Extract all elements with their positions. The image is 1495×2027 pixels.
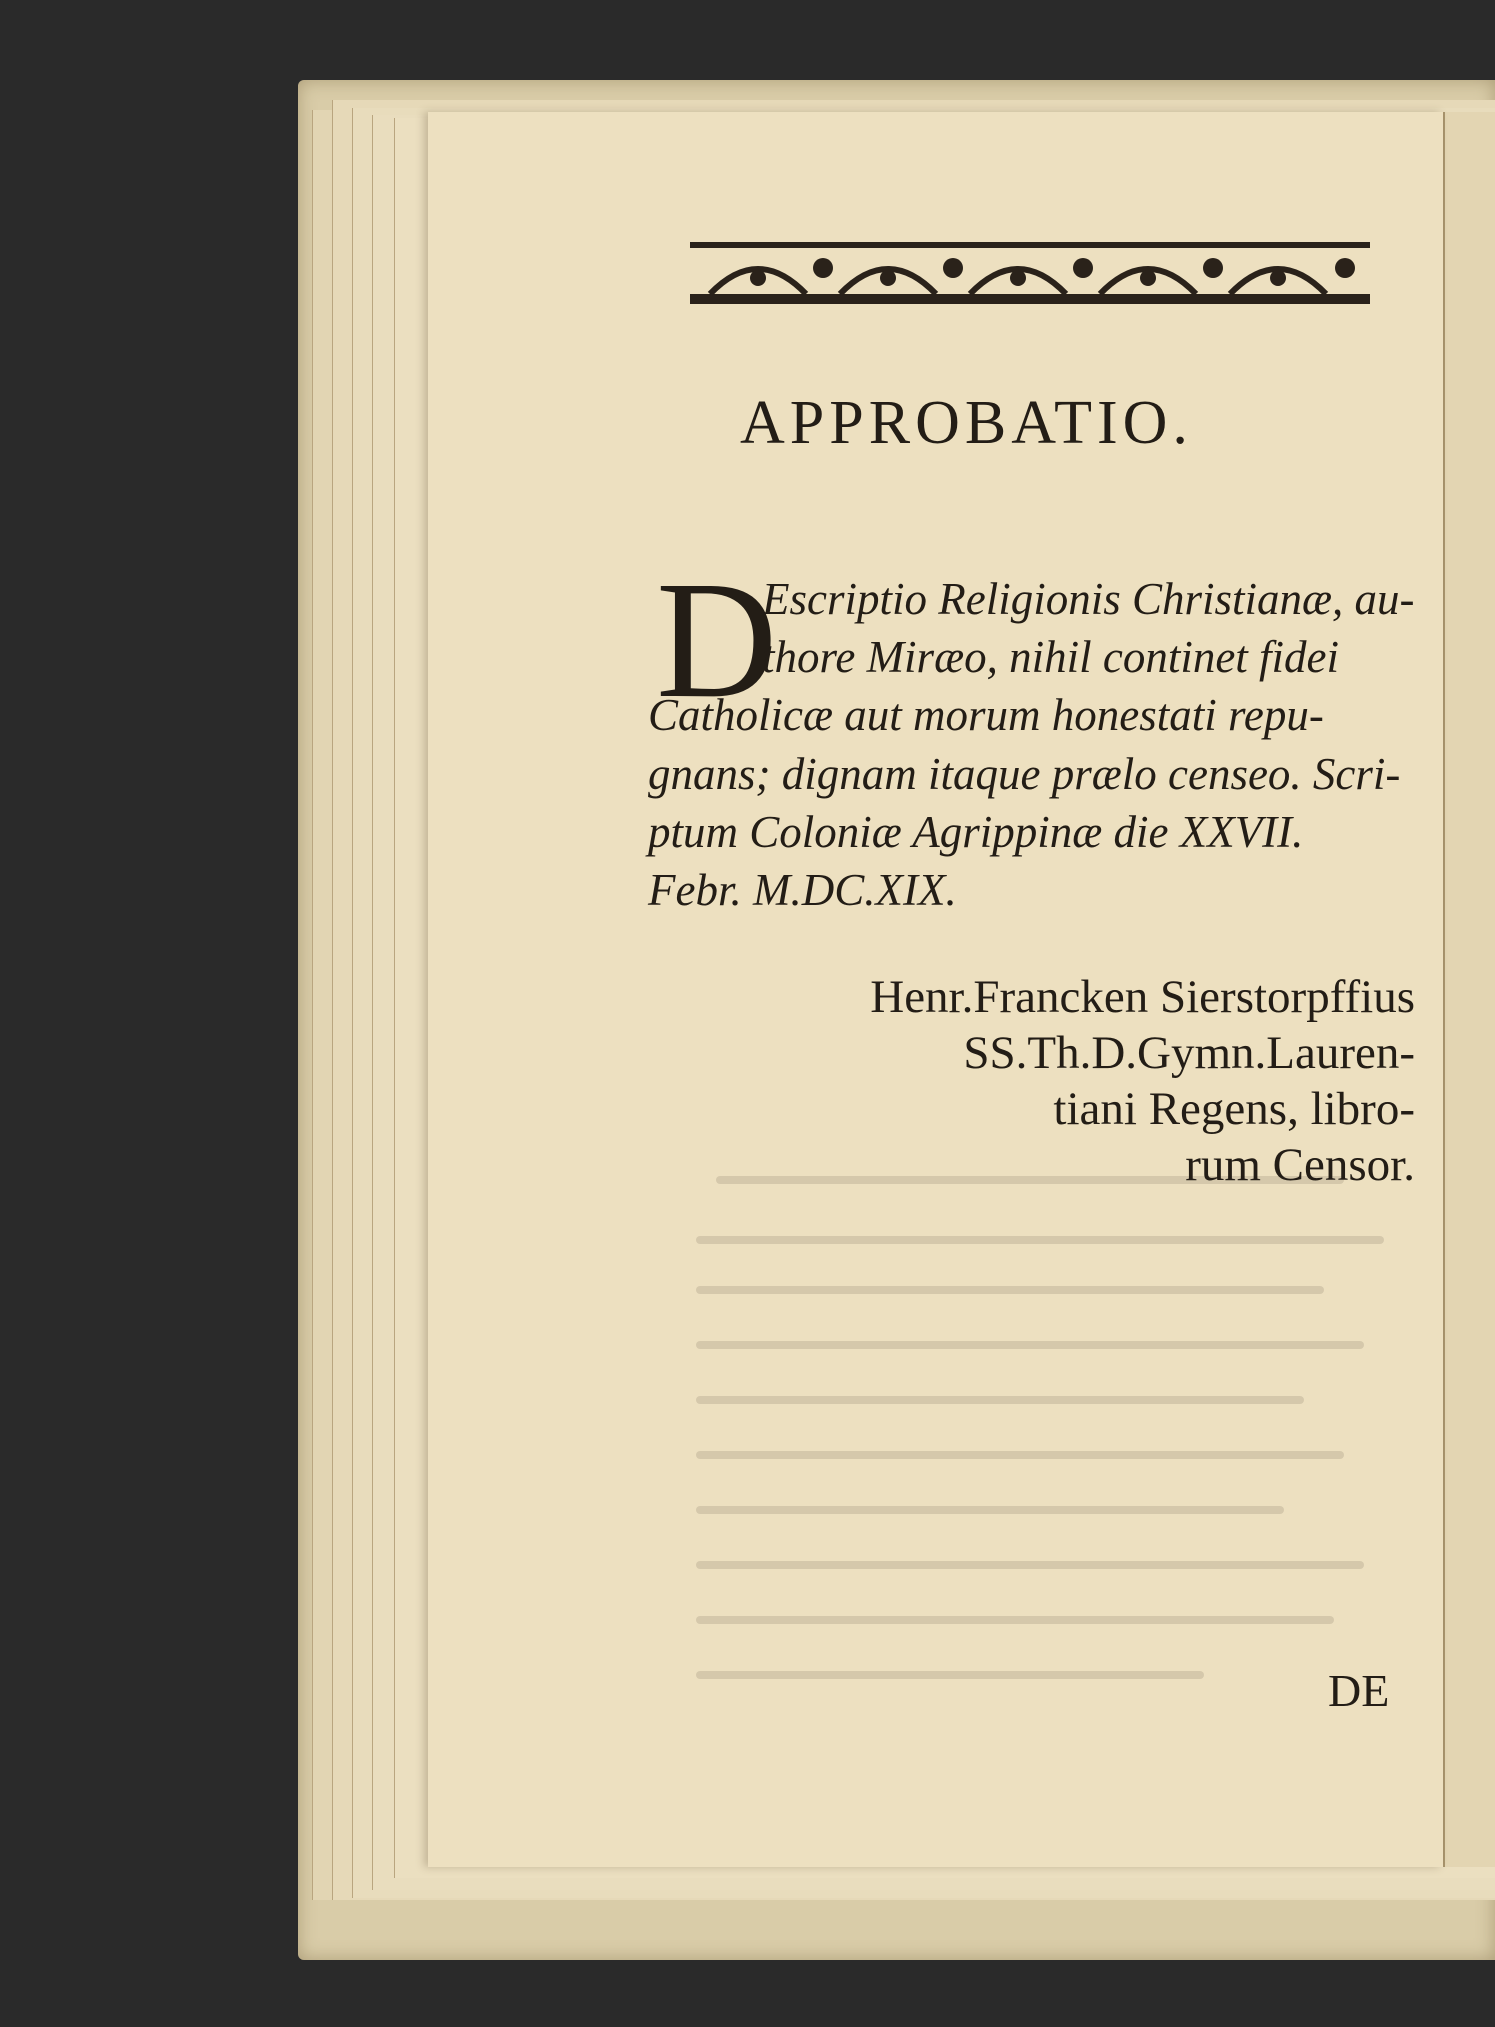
text-line: Escriptio Religionis Christianæ, au-	[762, 574, 1415, 624]
signature-line: Henr.Francken Sierstorpffius	[870, 971, 1415, 1023]
text-line: ptum Coloniæ Agrippinæ die XXVII.	[648, 807, 1304, 857]
text-line: Catholicæ aut morum honestati repu-	[648, 690, 1324, 740]
signature-line: rum Censor.	[1185, 1139, 1415, 1191]
show-through-text	[640, 1150, 1400, 1710]
text-line: Febr. M.DC.XIX.	[648, 865, 957, 915]
page-title: APPROBATIO.	[740, 389, 1193, 457]
signature-line: SS.Th.D.Gymn.Lauren-	[963, 1027, 1415, 1079]
catchword: DE	[1328, 1665, 1390, 1716]
drop-cap: D	[656, 547, 778, 733]
signature-line: tiani Regens, libro-	[1053, 1083, 1415, 1135]
facing-page-edge	[1443, 112, 1495, 1867]
text-line: thore Miræo, nihil continet fidei	[762, 632, 1340, 682]
headpiece-ornament-icon	[690, 236, 1370, 308]
text-line: gnans; dignam itaque prælo censeo. Scri-	[648, 749, 1401, 799]
